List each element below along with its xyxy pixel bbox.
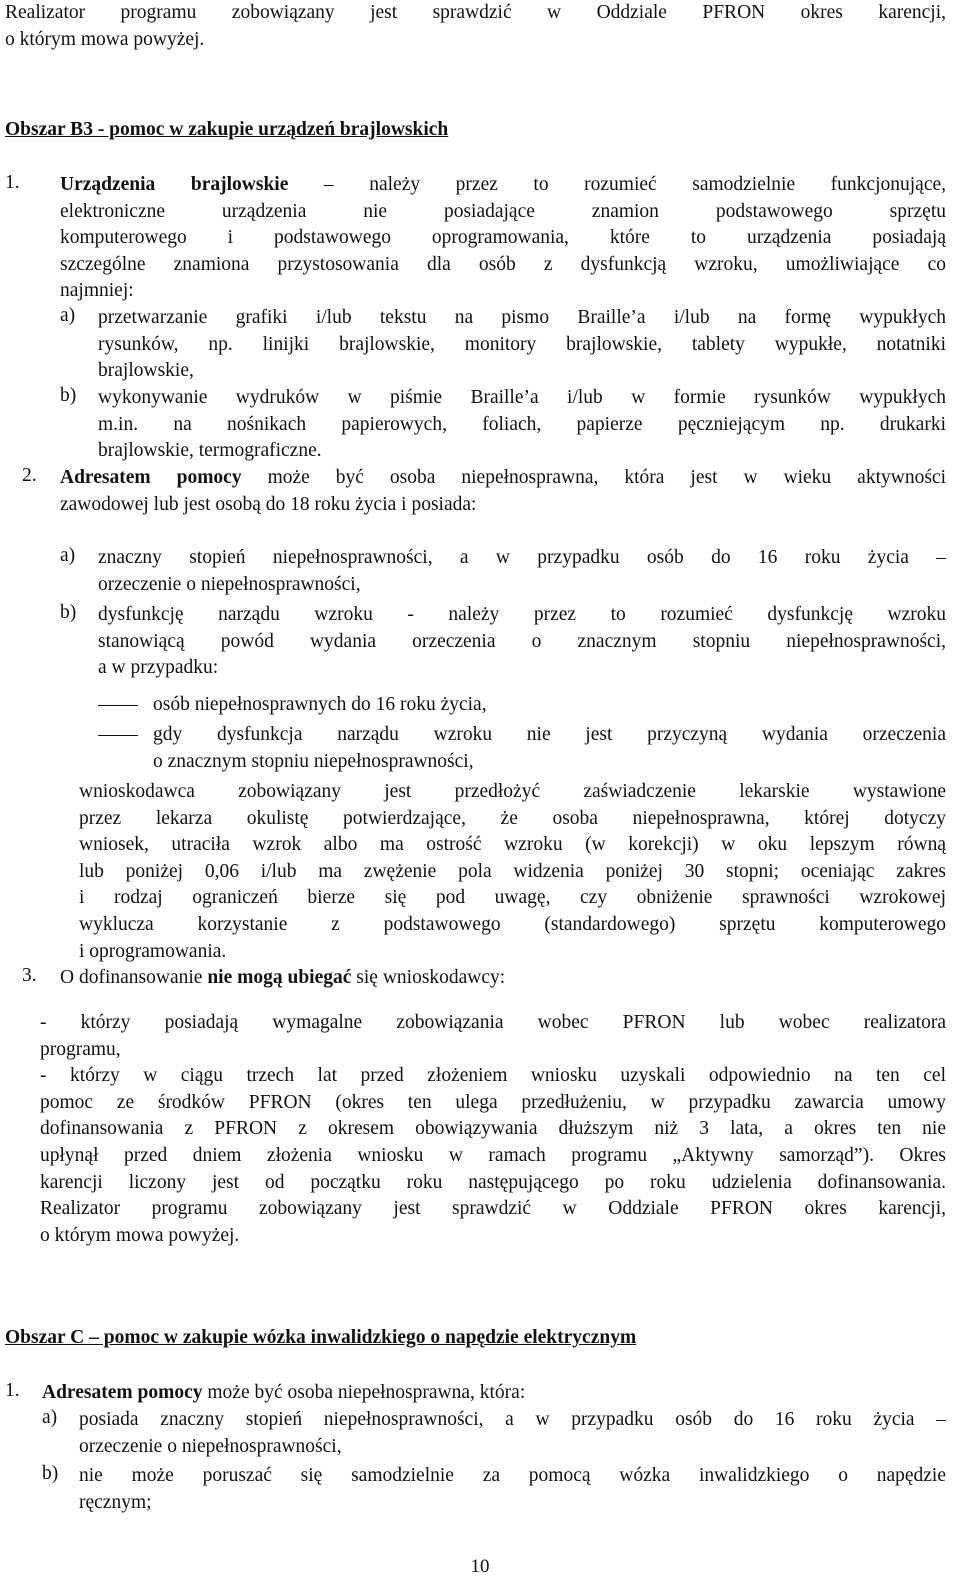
dash-item-1 [153, 692, 946, 719]
text-line: przetwarzanie grafiki i/lub tekstu na pismo Braille’a i/lub na formę wypukłych [98, 307, 946, 328]
term-bold: Adresatem pomocy [42, 1382, 203, 1403]
text-line: upłynął przed dniem złożenia wniosku w ramach programu „Aktywny samorząd”). Okres [40, 1144, 946, 1166]
text-line: O dofinansowanie [60, 967, 208, 988]
list-letter: b) [60, 602, 77, 623]
text-line: Realizator programu zobowiązany jest sprawdzić w Oddziale PFRON okres karencji, [5, 2, 946, 23]
c-item-1b [79, 1463, 946, 1516]
text-line: programu, [40, 1038, 121, 1060]
text-line: nie może poruszać się samodzielnie za pomocą wózka inwalidzkiego o napędzie [79, 1465, 946, 1486]
text-line: orzeczenie o niepełnosprawności, [98, 573, 361, 595]
b3-item-1-body [60, 199, 946, 305]
b3-item-1-first-line [60, 172, 946, 199]
text-line: Realizator programu zobowiązany jest sprawdzić w Oddziale PFRON okres karencji, [40, 1198, 946, 1220]
text-line: wnioskodawca zobowiązany jest przedłożyć zaświadczenie lekarskie wystawione [79, 781, 946, 802]
text-line: o znacznym stopniu niepełnosprawności, [153, 750, 474, 772]
text-line: orzeczenie o niepełnosprawności, [79, 1435, 342, 1457]
b3-item-1a [98, 305, 946, 385]
text-line: karencji liczony jest od początku roku następującego po roku udzielenia dofinansowania. [40, 1171, 946, 1193]
text-line: o którym mowa powyżej. [5, 28, 205, 50]
term-bold: nie mogą ubiegać [207, 967, 352, 988]
text-line: dofinansowania z PFRON z okresem obowiązywania dłuższym niż 3 lata, a okres ten nie [40, 1118, 946, 1140]
page-number: 10 [470, 1556, 490, 1577]
section-heading-c: Obszar C – pomoc w zakupie wózka inwalidzkiego o napędzie elektrycznym [5, 1327, 637, 1348]
text-line: szczególne znamiona przystosowania dla osób z dysfunkcją wzroku, umożliwiające co [60, 253, 946, 275]
text-line: i rodzaj ograniczeń bierze się pod uwagę, czy obniżenie sprawności wzrokowej [79, 887, 946, 909]
text-line: m.in. na nośnikach papierowych, foliach, papierze pęczniejącym np. drukarki [98, 413, 946, 435]
list-number: 3. [22, 965, 37, 986]
b3-item-1b [98, 385, 946, 465]
dash-item-2 [153, 722, 946, 775]
c-item-1a [79, 1407, 946, 1460]
text-line: wyklucza korzystanie z podstawowego (standardowego) sprzętu komputerowego [79, 913, 946, 935]
list-number: 1. [5, 172, 20, 193]
list-letter: a) [60, 305, 76, 326]
b3-item-2a [98, 545, 946, 598]
term-bold: Adresatem pomocy [60, 467, 242, 488]
b3-item-3-intro [60, 965, 946, 992]
text-line: lub poniżej 0,06 i/lub ma zwężenie pola widzenia poniżej 30 stopni; oceniając zakres [79, 860, 946, 882]
text-line: może być osoba niepełnosprawna, która: [202, 1382, 526, 1403]
text-line: o którym mowa powyżej. [40, 1224, 240, 1246]
section-heading-b3: Obszar B3 - pomoc w zakupie urządzeń brajlowskich [5, 119, 449, 140]
text-line: brajlowskie, [98, 360, 194, 382]
list-number: 2. [22, 465, 37, 486]
text-line: zawodowej lub jest osobą do 18 roku życia i posiada: [60, 493, 477, 515]
text-line: stanowiącą powód wydania orzeczenia o znacznym stopniu niepełnosprawności, [98, 630, 946, 652]
text-line: osób niepełnosprawnych do 16 roku życia, [153, 694, 487, 715]
text-line: pomoc ze środków PFRON (okres ten ulega przedłużeniu, w przypadku zawarcia umowy [40, 1091, 946, 1113]
b3-item-2-first-line [60, 465, 946, 518]
b3-item-2b [98, 602, 946, 682]
list-letter: a) [42, 1407, 58, 1428]
intro-paragraph [5, 0, 946, 53]
text-line: wniosek, utraciła wzrok albo ma ostrość wzroku (w korekcji) w oku lepszym równą [79, 834, 946, 856]
text-line: - którzy posiadają wymagalne zobowiązania wobec PFRON lub wobec realizatora [40, 1012, 946, 1033]
text-line: wykonywanie wydruków w piśmie Braille’a i/lub w formie rysunków wypukłych [98, 387, 946, 408]
text-line: - którzy w ciągu trzech lat przed złożeniem wniosku uzyskali odpowiednio na ten cel [40, 1065, 946, 1087]
text-line: komputerowego i podstawowego oprogramowania, które to urządzenia posiadają [60, 227, 946, 249]
text-line: rysunków, np. linijki brajlowskie, monitory brajlowskie, tablety wypukłe, notatniki [98, 333, 946, 355]
text-line: przez lekarza okulistę potwierdzające, że osoba niepełnosprawna, której dotyczy [79, 807, 946, 829]
text-line: najmniej: [60, 280, 134, 302]
term-bold: Urządzenia brajlowskie [60, 174, 289, 195]
text-line: ręcznym; [79, 1491, 152, 1513]
list-number: 1. [5, 1380, 20, 1401]
text-line: elektroniczne urządzenia nie posiadające znamion podstawowego sprzętu [60, 200, 946, 222]
text-line: znaczny stopień niepełnosprawności, a w przypadku osób do 16 roku życia – [98, 547, 946, 568]
text-line: brajlowskie, termograficzne. [98, 440, 322, 462]
text-line: – należy przez to rozumieć samodzielnie funkcjonujące, [288, 174, 947, 195]
text-line: gdy dysfunkcja narządu wzroku nie jest przyczyną wydania orzeczenia [153, 724, 946, 745]
text-line: a w przypadku: [98, 657, 219, 679]
list-letter: a) [60, 545, 76, 566]
text-line: i oprogramowania. [79, 940, 227, 962]
b3-item-2-tail [79, 779, 946, 965]
text-line: dysfunkcję narządu wzroku - należy przez to rozumieć dysfunkcję wzroku [98, 604, 946, 625]
text-line: może być osoba niepełnosprawna, która jest w wieku aktywności [241, 467, 946, 488]
c-item-1-intro [42, 1380, 946, 1407]
text-line: posiada znaczny stopień niepełnosprawności, a w przypadku osób do 16 roku życia – [79, 1409, 946, 1430]
dash-bullet [98, 735, 138, 736]
list-letter: b) [60, 385, 77, 406]
b3-item-3-body [40, 1010, 946, 1249]
text-line: się wnioskodawcy: [351, 967, 506, 988]
list-letter: b) [42, 1463, 59, 1484]
dash-bullet [98, 705, 138, 706]
